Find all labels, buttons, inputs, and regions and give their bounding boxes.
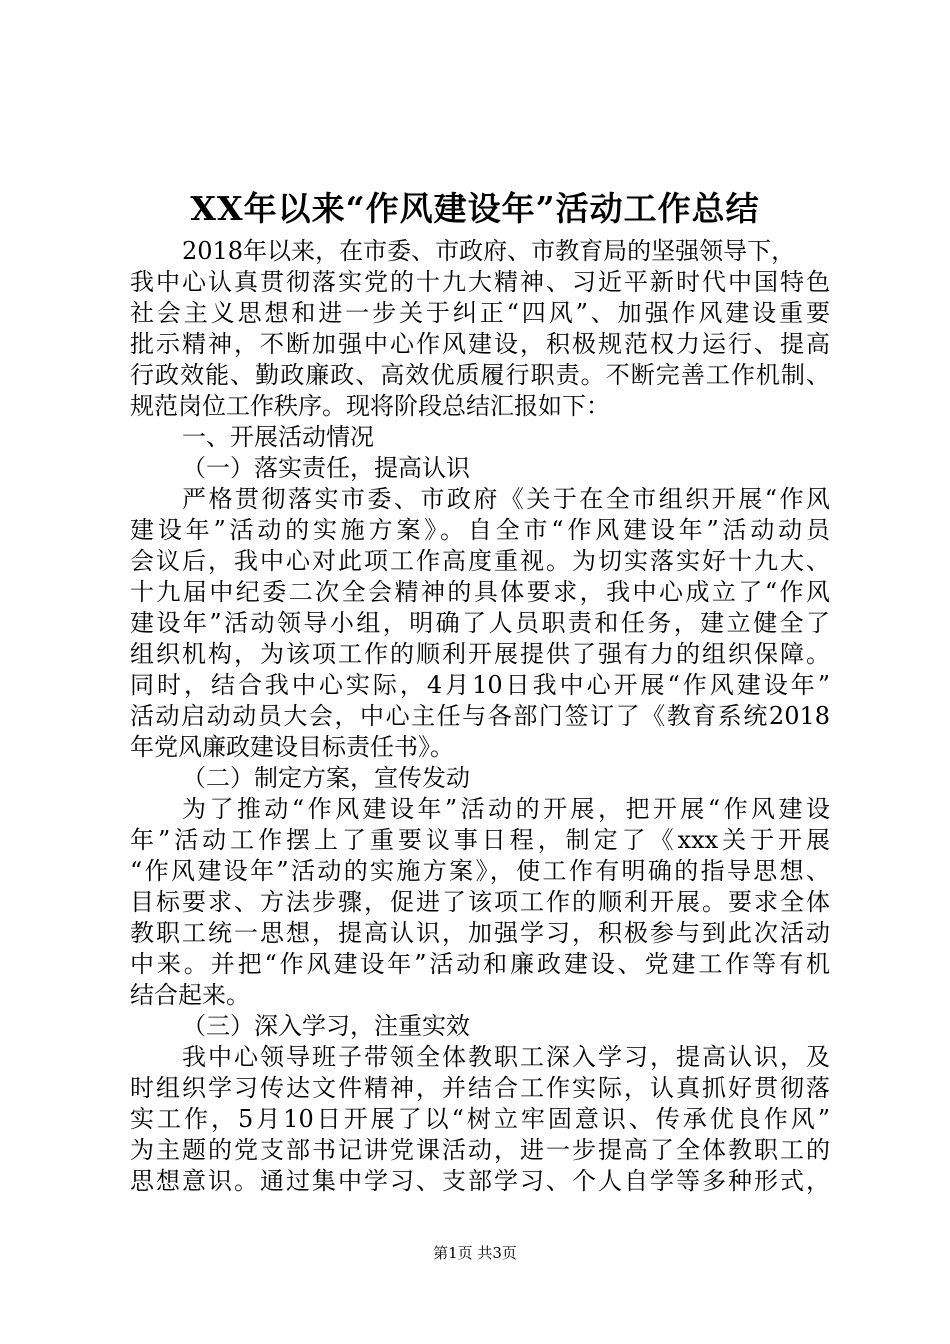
- text-line: 严格贯彻落实市委、市政府《关于在全市组织开展“作风: [182, 485, 830, 513]
- text-line: 2018年以来，在市委、市政府、市教育局的坚强领导下，: [182, 237, 796, 265]
- text-line: 年党风廉政建设目标责任书》。: [130, 733, 454, 761]
- text-line: 思想意识。通过集中学习、支部学习、个人自学等多种形式，: [130, 1167, 830, 1195]
- text-line: 同时，结合我中心实际，4月10日我中心开展“作风建设年”: [130, 671, 830, 699]
- text-line: 我中心领导班子带领全体教职工深入学习，提高认识，及: [182, 1043, 830, 1071]
- text-line: 会议后，我中心对此项工作高度重视。为切实落实好十九大、: [130, 547, 830, 575]
- text-line: 为主题的党支部书记讲党课活动，进一步提高了全体教职工的: [130, 1136, 830, 1164]
- text-line: 十九届中纪委二次全会精神的具体要求，我中心成立了“作风: [130, 578, 830, 606]
- text-line: 规范岗位工作秩序。现将阶段总结汇报如下：: [130, 392, 610, 420]
- text-line: 我中心认真贯彻落实党的十九大精神、习近平新时代中国特色: [130, 268, 830, 296]
- text-line: 行政效能、勤政廉政、高效优质履行职责。不断完善工作机制、: [130, 361, 830, 389]
- text-line: 时组织学习传达文件精神，并结合工作实际，认真抓好贯彻落: [130, 1074, 830, 1102]
- text-line: 建设年”活动领导小组，明确了人员职责和任务，建立健全了: [130, 609, 830, 637]
- text-line: （二）制定方案，宣传发动: [182, 764, 470, 792]
- text-line: 目标要求、方法步骤，促进了该项工作的顺利开展。要求全体: [130, 888, 830, 916]
- text-line: 中来。并把“作风建设年”活动和廉政建设、党建工作等有机: [130, 950, 830, 978]
- page-footer: 第1页 共3页: [433, 1244, 517, 1262]
- text-line: “作风建设年”活动的实施方案》，使工作有明确的指导思想、: [130, 857, 830, 885]
- document-body: [130, 236, 830, 1197]
- document-title: XX年以来“作风建设年”活动工作总结: [190, 189, 760, 228]
- text-line: 一、开展活动情况: [182, 423, 374, 451]
- text-line: （三）深入学习，注重实效: [182, 1012, 470, 1040]
- text-line: 组织机构，为该项工作的顺利开展提供了强有力的组织保障。: [130, 640, 830, 668]
- text-line: 年”活动工作摆上了重要议事日程，制定了《xxx关于开展: [130, 826, 830, 854]
- text-line: 为了推动“作风建设年”活动的开展，把开展“作风建设: [182, 795, 830, 823]
- text-line: 批示精神，不断加强中心作风建设，积极规范权力运行、提高: [130, 330, 830, 358]
- text-line: 实工作，5月10日开展了以“树立牢固意识、传承优良作风”: [130, 1105, 830, 1133]
- text-line: （一）落实责任，提高认识: [182, 454, 470, 482]
- text-line: 建设年”活动的实施方案》。自全市“作风建设年”活动动员: [130, 516, 830, 544]
- text-line: 教职工统一思想，提高认识，加强学习，积极参与到此次活动: [130, 919, 830, 947]
- text-line: 结合起来。: [130, 981, 250, 1009]
- text-line: 社会主义思想和进一步关于纠正“四风”、加强作风建设重要: [130, 299, 830, 327]
- text-line: 活动启动动员大会，中心主任与各部门签订了《教育系统2018: [130, 702, 830, 730]
